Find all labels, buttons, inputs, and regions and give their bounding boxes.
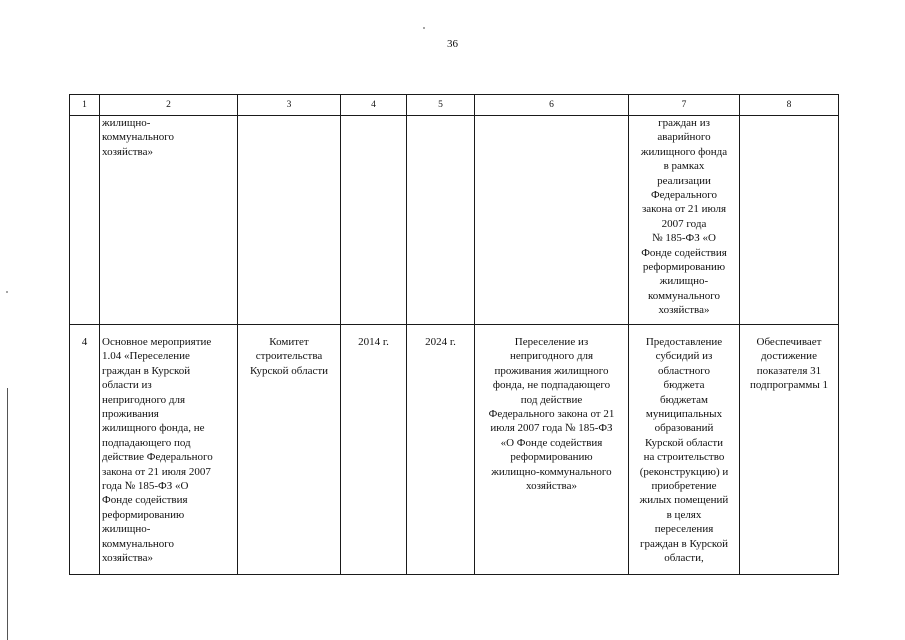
scan-speck xyxy=(6,291,8,293)
cell-start-year xyxy=(341,116,407,325)
cell-executor: Комитет строительства Курской области xyxy=(238,325,341,575)
measures-table xyxy=(69,94,839,575)
cell-indicator-link xyxy=(740,116,839,325)
cell-indicator-link: Обеспечивает достижение показателя 31 подпрограммы 1 xyxy=(740,325,839,575)
cell-start-year: 2014 г. xyxy=(341,325,407,575)
cell-main-directions: граждан из аварийного жилищного фонда в рамках реализации Федерального закона от 21 июля 2007 года № 185-ФЗ «О Фонде содействия реформированию жилищно- коммунального хозяйства» xyxy=(629,116,740,325)
cell-expected-result xyxy=(475,116,629,325)
cell-number: 4 xyxy=(70,325,100,575)
cell-main-directions: Предоставление субсидий из областного бюджета бюджетам муниципальных образований Курской области на строительство (реконструкцию) и приобретение жилых помещений в целях переселения граждан в Курской области, xyxy=(629,325,740,575)
cell-measure-name: Основное мероприятие 1.04 «Переселение граждан в Курской области из непригодного для проживания жилищного фонда, не подпадающего под действие Федерального закона от 21 июля 2007 года № 185-ФЗ «О Фонде содействия реформированию жилищно- коммунального хозяйства» xyxy=(100,325,238,575)
column-header-1: 1 xyxy=(70,95,100,116)
column-header-8: 8 xyxy=(740,95,839,116)
scan-edge-line xyxy=(7,388,8,640)
page-number: 36 xyxy=(447,38,458,50)
cell-end-year xyxy=(407,116,475,325)
cell-number xyxy=(70,116,100,325)
header-row xyxy=(70,95,839,116)
column-header-2: 2 xyxy=(100,95,238,116)
table-row xyxy=(70,325,839,575)
cell-expected-result: Переселение из непригодного для проживания жилищного фонда, не подпадающего под действие Федерального закона от 21 июля 2007 года № 185-ФЗ «О Фонде содействия реформированию жилищно-коммунального хозяйства» xyxy=(475,325,629,575)
column-header-3: 3 xyxy=(238,95,341,116)
column-header-6: 6 xyxy=(475,95,629,116)
table-row xyxy=(70,116,839,325)
cell-executor xyxy=(238,116,341,325)
scan-speck xyxy=(423,27,425,29)
cell-measure-name: жилищно- коммунального хозяйства» xyxy=(100,116,238,325)
column-header-7: 7 xyxy=(629,95,740,116)
cell-end-year: 2024 г. xyxy=(407,325,475,575)
column-header-5: 5 xyxy=(407,95,475,116)
column-header-4: 4 xyxy=(341,95,407,116)
